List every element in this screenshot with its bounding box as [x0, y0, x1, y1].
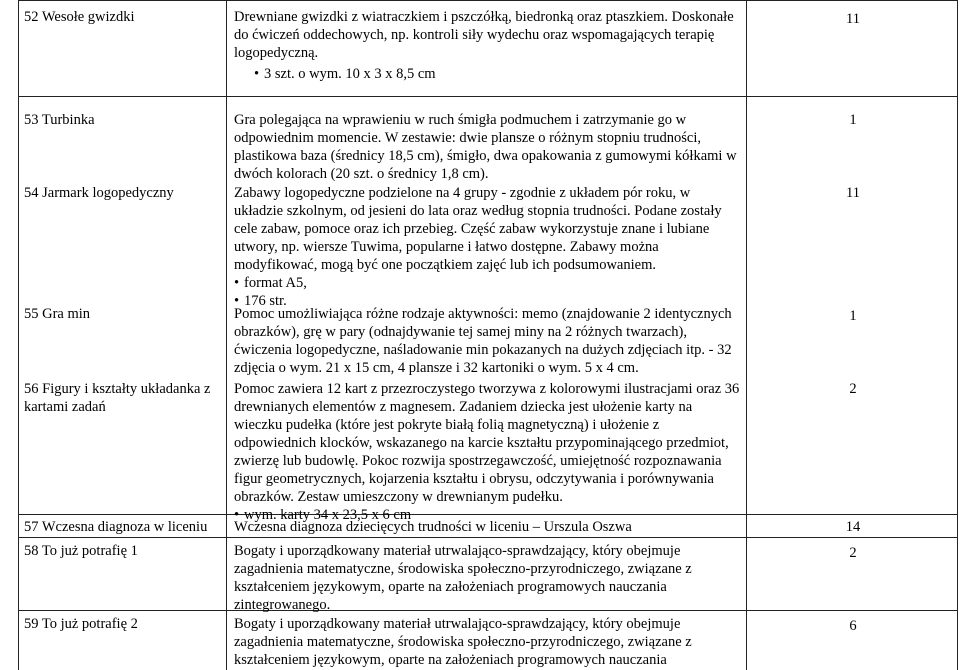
item-name: 52 Wesołe gwizdki [24, 9, 135, 25]
description-text: Pomoc zawiera 12 kart z przezroczystego tworzywa z kolorowymi ilustracjami oraz 36 drewnianych elementów z magnesem. Zadaniem dziecka jest ułożenie karty na wieczku pudełka (które jest pokryte białą folią magnetyczną) i ułożenie z odpowiednich klocków, wskazanego na karcie kształtu przypominającego przedmiot, zwierzę lub budowlę. Pokoc rozwija spostrzegawczość, umiejętność rozpoznawania figur geometrycznych, kojarzenia kształtu i obrysu, odczytywania i porównywania obrazków. Zestaw umieszczony w drewnianym pudełku. [234, 381, 740, 505]
item-description [234, 111, 742, 183]
spec-bullet: • format A5, [234, 274, 742, 292]
item-description [234, 518, 742, 536]
item-quantity: 2 [849, 381, 857, 397]
description-text: Bogaty i uporządkowany materiał utrwalająco-sprawdzający, który obejmuje zagadnienia matematyczne, środowiska społeczno-przyrodniczego, związane z kształceniem językowym, oparte na założeniach programowych nauczania zintegrowanego. [234, 543, 692, 613]
item-quantity: 14 [845, 519, 861, 535]
item-description [234, 305, 742, 377]
item-name: 55 Gra min [24, 306, 91, 322]
item-quantity: 11 [846, 185, 860, 201]
spec-bullet: • wym. karty 34 x 23,5 x 6 cm [234, 506, 744, 524]
table-row [0, 304, 960, 378]
table-row [0, 180, 960, 309]
item-name: 59 To już potrafię 2 [24, 616, 138, 632]
table-row [0, 610, 960, 670]
table-row [0, 537, 960, 613]
spec-bullet: • 176 str. [234, 292, 742, 310]
table-row [0, 514, 960, 537]
item-description [234, 380, 744, 524]
description-text: Wczesna diagnoza dziecięcych trudności w liceniu – Urszula Oszwa [234, 519, 632, 535]
item-quantity: 6 [849, 618, 857, 634]
table-row [0, 378, 960, 523]
item-description [234, 542, 740, 614]
table-row [0, 0, 960, 96]
item-quantity: 1 [849, 308, 857, 324]
item-quantity: 2 [849, 545, 857, 561]
item-quantity: 11 [846, 11, 860, 27]
item-name: 53 Turbinka [24, 112, 95, 128]
description-text: Zabawy logopedyczne podzielone na 4 grupy - zgodnie z układem pór roku, w układzie szkolnym, od jesieni do lata oraz według stopnia trudności. Podane zostały cele zabaw, pomoce oraz ich przebieg. Część zabaw wykorzystuje znane i lubiane utwory, np. wiersze Tuwima, popularne i łatwo dostępne. Zabawy można modyfikować, mogą być one początkiem zajęć lub ich podsumowaniem. [234, 185, 722, 273]
item-description [234, 8, 742, 83]
item-name: 57 Wczesna diagnoza w liceniu [24, 519, 208, 535]
item-description [234, 184, 742, 310]
item-name: 54 Jarmark logopedyczny [24, 185, 174, 201]
item-quantity: 1 [849, 112, 857, 128]
item-name: 56 Figury i kształty układanka z kartami zadań [24, 381, 211, 415]
item-name: 58 To już potrafię 1 [24, 543, 138, 559]
description-text: Pomoc umożliwiająca różne rodzaje aktywności: memo (znajdowanie 2 identycznych obrazków), grę w pary (odnajdywanie tej samej miny na 2 różnych twarzach), ćwiczenia logopedyczne, naśladowanie min pokazanych na dużych zdjęciach itp. - 32 zdjęcia o wym. 21 x 15 cm, 4 plansze i 32 kartoniki o wym. 5 x 4 cm. [234, 306, 732, 376]
description-text: Drewniane gwizdki z wiatraczkiem i pszczółką, biedronką oraz ptaszkiem. Doskonałe do ćwiczeń oddechowych, np. kontroli siły wydechu oraz wspomagających terapię logopedyczną. [234, 9, 734, 61]
description-text: Gra polegająca na wprawieniu w ruch śmigła podmuchem i zatrzymanie go w odpowiednim momencie. W zestawie: dwie plansze o różnym stopniu trudności, plastikowa baza (średnicy 18,5 cm), śmigło, dwa opakowania z gumowymi kółkami w dwóch kolorach (20 szt. o średnicy 1,8 cm). [234, 112, 737, 182]
table-row [0, 96, 960, 180]
spec-bullet: • 3 szt. o wym. 10 x 3 x 8,5 cm [254, 65, 742, 83]
item-description [234, 615, 740, 669]
description-text: Bogaty i uporządkowany materiał utrwalająco-sprawdzający, który obejmuje zagadnienia matematyczne, środowiska społeczno-przyrodniczego, związane z kształceniem językowym, oparte na założeniach programowych nauczania [234, 616, 692, 668]
